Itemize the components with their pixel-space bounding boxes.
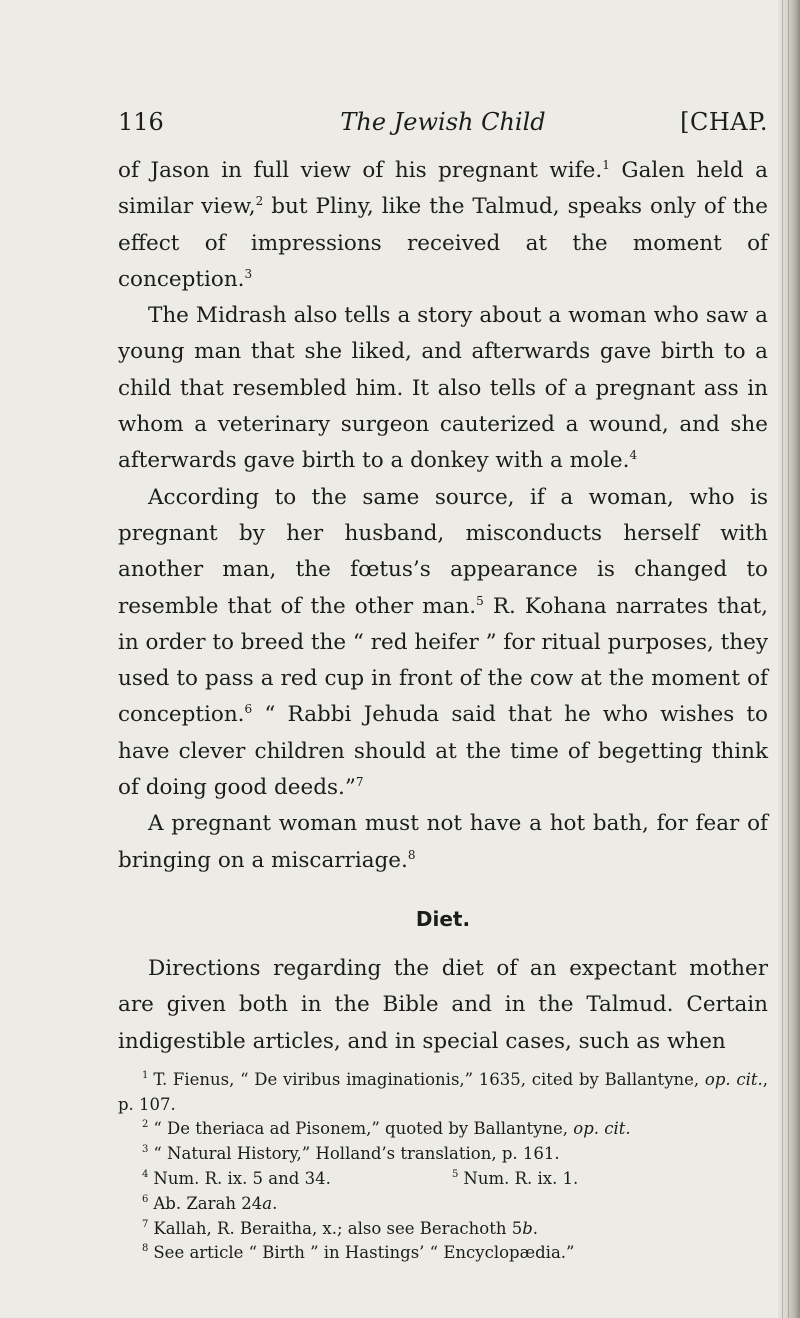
text-run: A pregnant woman must not have a hot bath, for fear of bringing on a miscarriage. <box>118 811 768 873</box>
footnote-text: Ab. Zarah 24 <box>153 1193 263 1213</box>
body-text <box>118 153 768 1060</box>
text-run: According to the same source, if a woman, who is pregnant by her husband, misconducts herself with another man, the fœtus’s appearance is changed to resemble that of the other man. <box>118 484 768 619</box>
text-run: Galen held a similar view, <box>118 158 768 220</box>
footnote-marker: 2 <box>142 1119 149 1131</box>
footnote-4 <box>142 1167 452 1192</box>
paragraph-same-source <box>118 480 768 807</box>
footnote-text: “ Natural History,” Holland’s translation, p. 161. <box>153 1144 560 1164</box>
footnote-6 <box>118 1192 768 1217</box>
text-run: but Pliny, like the Talmud, speaks only of the effect of impressions received at the moment of conception. <box>118 194 768 292</box>
footnote-italic: op. cit. <box>704 1069 763 1089</box>
footnote-1 <box>118 1068 768 1118</box>
footnote-ref: 5 <box>476 593 484 608</box>
section-heading: Diet. <box>415 906 471 931</box>
footnote-italic: b <box>522 1218 533 1238</box>
text-run: R. Kohana narrates that, in order to breed the “ red heifer ” for ritual purposes, they used to pass a red cup in front of the cow at the moment of conception. <box>118 593 769 728</box>
footnotes <box>118 1068 768 1266</box>
footnote-ref: 6 <box>244 702 253 717</box>
footnote-ref: 8 <box>407 847 416 862</box>
footnote-marker: 7 <box>142 1218 149 1230</box>
page-header <box>118 102 768 142</box>
footnote-text: Num. R. ix. 1. <box>463 1169 579 1189</box>
footnote-row <box>118 1167 768 1192</box>
footnote-marker: 1 <box>142 1069 149 1081</box>
paragraph-diet <box>118 951 768 1060</box>
footnote-tail: . <box>272 1193 278 1213</box>
footnote-tail: , p. 107. <box>118 1069 769 1114</box>
text-run: The Midrash also tells a story about a woman who saw a young man that she liked, and afterwards gave birth to a child that resembled him. It also tells of a pregnant ass in whom a veterinary surgeon cauterized a wound, and she afterwards gave birth to a donkey with a mole. <box>118 303 768 474</box>
footnote-marker: 5 <box>452 1169 459 1181</box>
paragraph-hot-bath <box>118 806 768 879</box>
text-run: “ Rabbi Jehuda said that he who wishes to have clever children should at the time of begetting think of doing good deeds.” <box>118 702 768 801</box>
text-run: Directions regarding the diet of an expectant mother are given both in the Bible and in the Talmud. Certain indigestible articles, and in special cases, such as when <box>118 955 768 1054</box>
footnote-marker: 8 <box>142 1243 149 1255</box>
footnote-text: T. Fienus, “ De viribus imaginationis,” 1635, cited by Ballantyne, <box>153 1069 705 1089</box>
footnote-3 <box>118 1142 768 1167</box>
footnote-5 <box>452 1167 578 1192</box>
footnote-text: Kallah, R. Beraitha, x.; also see Berachoth 5 <box>153 1218 523 1238</box>
paragraph-jason <box>118 153 768 298</box>
footnote-ref: 3 <box>244 266 253 281</box>
page-number: 116 <box>118 108 164 136</box>
footnote-tail: . <box>532 1218 539 1238</box>
footnote-italic: a <box>262 1193 273 1213</box>
footnote-ref: 1 <box>602 158 610 172</box>
paragraph-midrash <box>118 298 768 479</box>
chapter-mark: [CHAP. <box>680 108 768 136</box>
footnote-text: See article “ Birth ” in Hastings’ “ Encyclopædia.” <box>153 1243 575 1263</box>
running-title: The Jewish Child <box>340 108 546 136</box>
page-edge <box>778 0 800 1318</box>
footnote-italic: op. cit. <box>573 1119 631 1139</box>
footnote-ref: 7 <box>355 775 364 790</box>
footnote-text: “ De theriaca ad Pisonem,” quoted by Ballantyne, <box>153 1119 574 1139</box>
footnote-8 <box>118 1241 768 1266</box>
text-run: of Jason in full view of his pregnant wife. <box>118 158 603 183</box>
footnote-marker: 6 <box>142 1193 149 1205</box>
footnote-2 <box>118 1117 768 1142</box>
footnote-marker: 4 <box>142 1169 149 1181</box>
footnote-ref: 4 <box>629 448 638 463</box>
footnote-7 <box>118 1217 768 1242</box>
book-page <box>118 102 768 1266</box>
footnote-marker: 3 <box>142 1144 149 1156</box>
footnote-text: Num. R. ix. 5 and 34. <box>153 1169 331 1189</box>
footnote-ref: 2 <box>255 194 264 209</box>
